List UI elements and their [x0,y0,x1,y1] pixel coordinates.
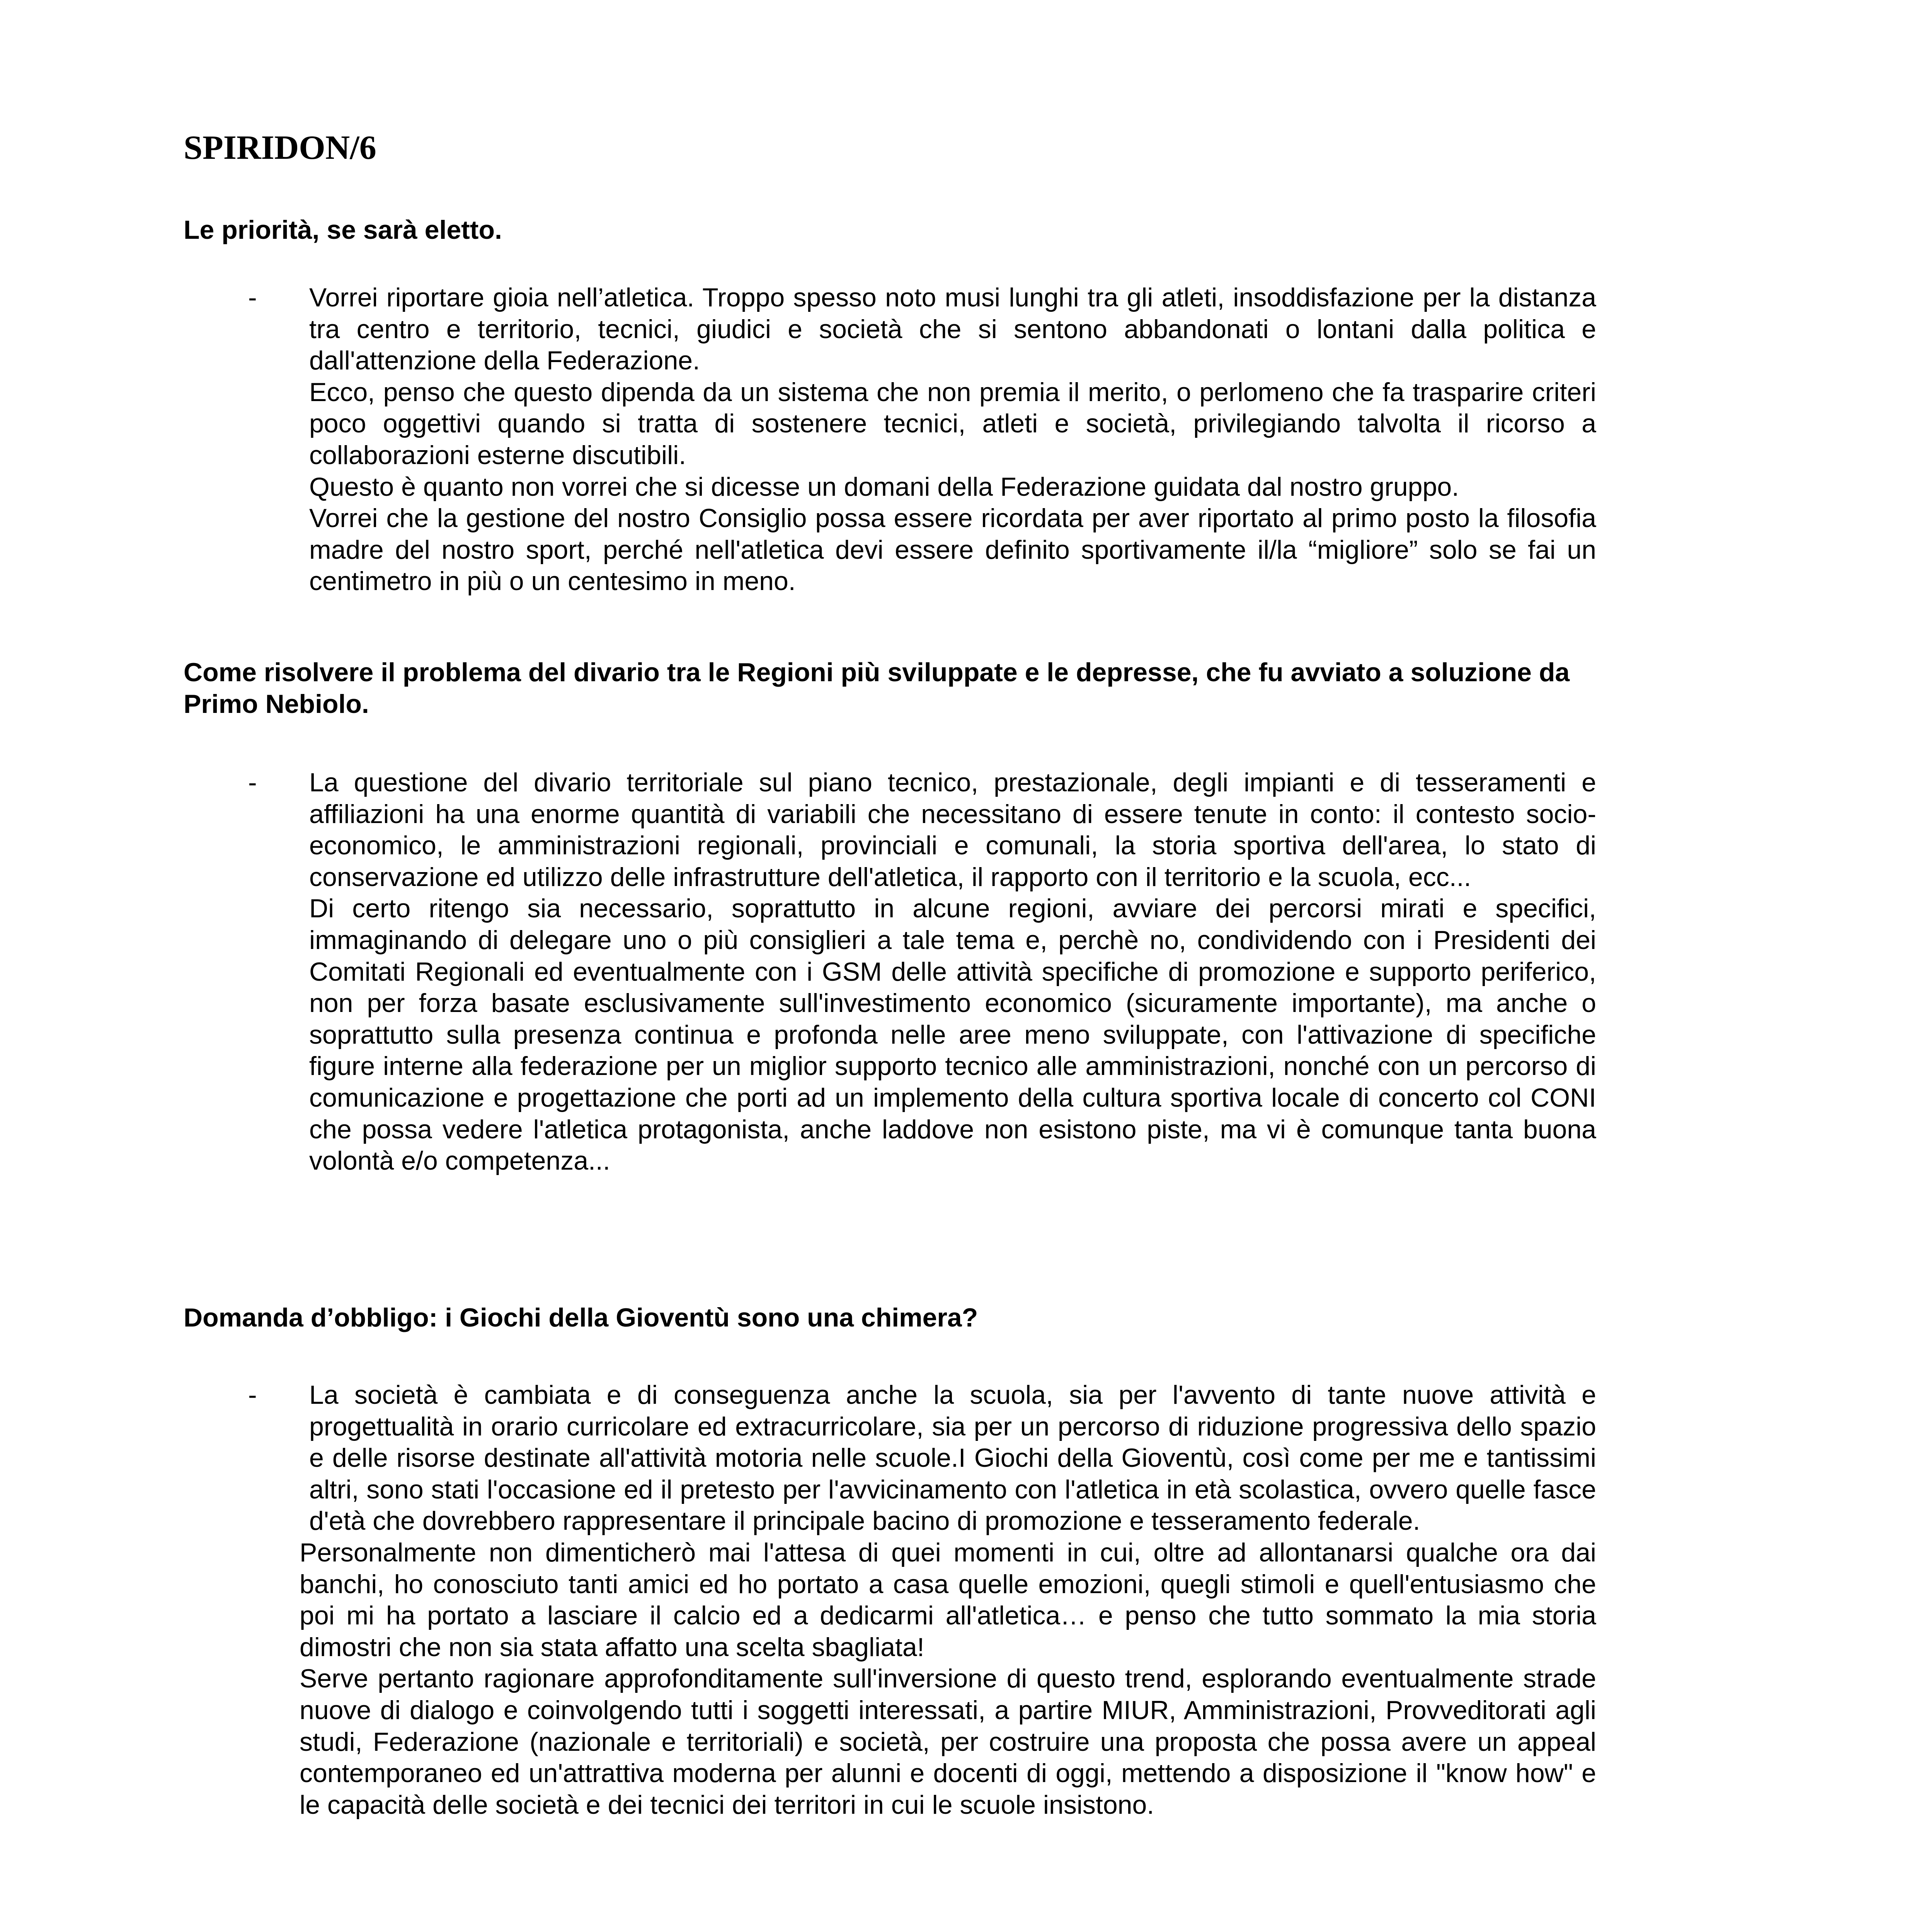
bullet-dash: - [248,1380,257,1410]
answer-regional-gap [248,767,1596,1177]
paragraph: Vorrei che la gestione del nostro Consiglio possa essere ricordata per aver riportato al primo posto la filosofia madre del nostro sport, perché nell'atletica devi essere definito sportivamente il/la “migliore” solo se fai un centimetro in più o un centesimo in meno. [309,503,1596,596]
answer-priorities [248,282,1596,597]
paragraph: La questione del divario territoriale sul piano tecnico, prestazionale, degli impianti e di tesseramenti e affiliazioni ha una enorme quantità di variabili che necessitano di essere tenute in conto: il contesto socio-economico, le amministrazioni regionali, provinciali e comunali, la storia sportiva dell'area, lo stato di conservazione ed utilizzo delle infrastrutture dell'atletica, il rapporto con il territorio e la scuola, ecc... [309,768,1596,892]
question-youth-games: Domanda d’obbligo: i Giochi della Gioventù sono una chimera? [184,1303,978,1332]
bullet-dash: - [248,283,257,312]
bullet-dash: - [248,768,257,797]
paragraph: La società è cambiata e di conseguenza anche la scuola, sia per l'avvento di tante nuove attività e progettualità in orario curricolare ed extracurricolare, sia per un percorso di riduzione progressiva dello spazio e delle risorse destinate all'attività motoria nelle scuole.I Giochi della Gioventù, così come per me e tantissimi altri, sono stati l'occasione ed il pretesto per l'avvicinamento con l'atletica in età scolastica, ovvero quelle fasce d'età che dovrebbero rappresentare il principale bacino di promozione e tesseramento federale. [309,1380,1596,1536]
paragraph: Personalmente non dimenticherò mai l'attesa di quei momenti in cui, oltre ad allontanarsi qualche ora dai banchi, ho conosciuto tanti amici ed ho portato a casa quelle emozioni, quegli stimoli e quell'entusiasmo che poi mi ha portato a lasciare il calcio ed a dedicarmi all'atletica… e penso che tutto sommato la mia storia dimostri che non sia stata affatto una scelta sbagliata! [300,1537,1596,1662]
paragraph: Questo è quanto non vorrei che si dicesse un domani della Federazione guidata dal nostro gruppo. [309,472,1459,502]
page-title: SPIRIDON/6 [184,129,376,167]
paragraph: Ecco, penso che questo dipenda da un sistema che non premia il merito, o perlomeno che fa trasparire criteri poco oggettivi quando si tratta di sostenere tecnici, atleti e società, privilegiando talvolta il ricorso a collaborazioni esterne discutibili. [309,377,1596,470]
answer-youth-games [248,1379,1596,1821]
paragraph: Di certo ritengo sia necessario, soprattutto in alcune regioni, avviare dei percorsi mirati e specifici, immaginando di delegare uno o più consiglieri a tale tema e, perchè no, condividendo con i Presidenti dei Comitati Regionali ed eventualmente con i GSM delle attività specifiche di promozione e supporto periferico, non per forza basate esclusivamente sull'investimento economico (sicuramente importante), ma anche o soprattutto sulla presenza continua e profonda nelle aree meno sviluppate, con l'attivazione di specifiche figure interne alla federazione per un miglior supporto tecnico alle amministrazioni, nonché con un percorso di comunicazione e progettazione che porti ad un implemento della cultura sportiva locale di concerto col CONI che possa vedere l'atletica protagonista, anche laddove non esistono piste, ma vi è comunque tanta buona volontà e/o competenza... [309,894,1596,1176]
paragraph: Serve pertanto ragionare approfonditamente sull'inversione di questo trend, esplorando eventualmente strade nuove di dialogo e coinvolgendo tutti i soggetti interessati, a partire MIUR, Amministrazioni, Provveditorati agli studi, Federazione (nazionale e territoriali) e società, per costruire una proposta che possa avere un appeal contemporaneo ed un'attrattiva moderna per alunni e docenti di oggi, mettendo a disposizione il "know how" e le capacità delle società e dei tecnici dei territori in cui le scuole insistono. [300,1664,1596,1820]
question-regional-gap: Come risolvere il problema del divario tra le Regioni più sviluppate e le depresse, che fu avviato a soluzione da Primo Nebiolo. [184,658,1570,719]
question-priorities: Le priorità, se sarà eletto. [184,215,502,245]
paragraph: Vorrei riportare gioia nell’atletica. Troppo spesso noto musi lunghi tra gli atleti, insoddisfazione per la distanza tra centro e territorio, tecnici, giudici e società che si sentono abbandonati o lontani dalla politica e dall'attenzione della Federazione. [309,283,1596,376]
